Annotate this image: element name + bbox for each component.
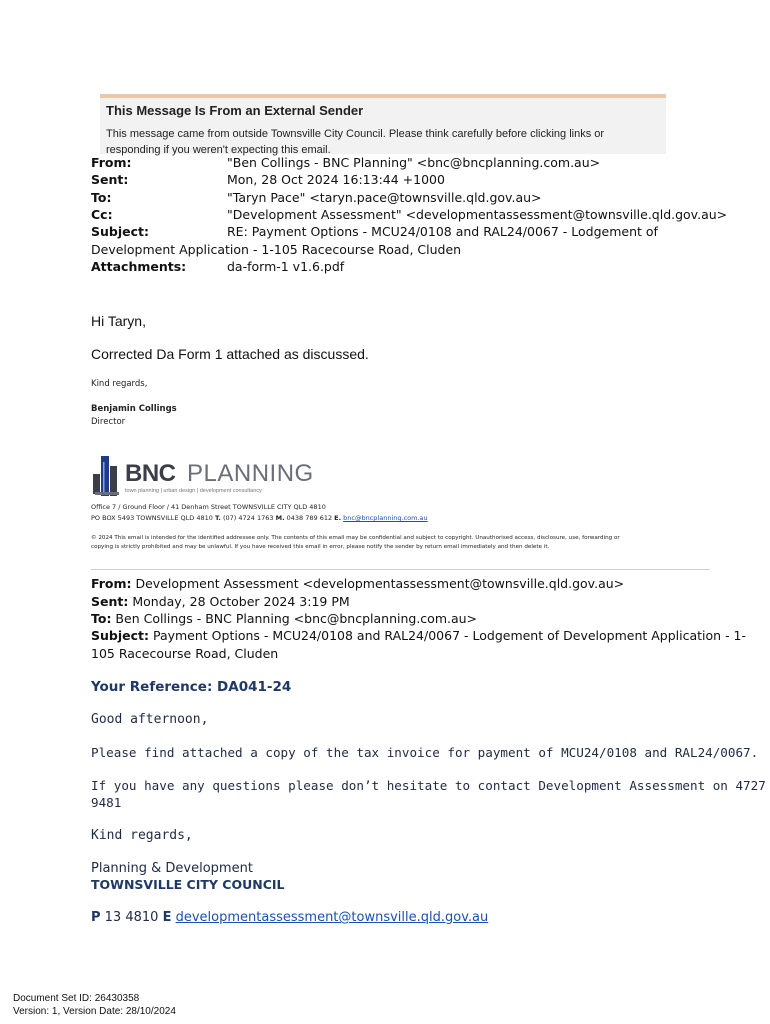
bnc-email-link[interactable]: bnc@bncplanning.com.au (343, 514, 428, 522)
fwd-from-label: From: (91, 576, 132, 591)
bnc-planning-logo (91, 452, 314, 500)
fwd-subject-label: Subject: (91, 628, 149, 643)
version-info: Version: 1, Version Date: 28/10/2024 (13, 1006, 176, 1017)
fwd-from (91, 576, 624, 591)
council-phone: 13 4810 (100, 910, 163, 925)
reply-greeting: Hi Taryn, (91, 313, 146, 329)
reply-signoff: Kind regards, (91, 379, 148, 389)
fwd-to-label: To: (91, 611, 112, 626)
sender-title: Director (91, 417, 126, 427)
from-value: "Ben Collings - BNC Planning" <bnc@bncplanning.com.au> (227, 155, 601, 170)
fwd-from-value: Development Assessment <developmentassessment@townsville.qld.gov.au> (131, 576, 625, 591)
subject-value: RE: Payment Options - MCU24/0108 and RAL24/0067 - Lodgement of (227, 224, 658, 239)
fwd-sent-label: Sent: (91, 594, 129, 609)
to-label: To: (91, 190, 112, 205)
council-para-2-line-1: If you have any questions please don’t hesitate to contact Development Assessment on 4727 (91, 778, 766, 793)
council-para-2-line-2: 9481 (91, 795, 122, 810)
banner-line-1: This message came from outside Townsville City Council. Please think carefully before clicking links or (106, 128, 605, 140)
council-dept: Planning & Development (91, 861, 253, 876)
subject-continuation: Development Application - 1-105 Racecourse Road, Cluden (91, 242, 462, 257)
cc-label: Cc: (91, 207, 113, 222)
council-email-link[interactable]: developmentassessment@townsville.qld.gov.au (175, 910, 489, 925)
sent-value: Mon, 28 Oct 2024 16:13:44 +1000 (227, 172, 445, 187)
phone-number: (07) 4724 1763 (220, 514, 276, 522)
to-value: "Taryn Pace" <taryn.pace@townsville.qld.gov.au> (227, 190, 542, 205)
phone-label: T. (214, 514, 221, 522)
contact-line (91, 514, 428, 522)
council-contact (91, 910, 488, 925)
fwd-subject (91, 628, 746, 643)
banner-title: This Message Is From an External Sender (106, 103, 364, 118)
council-org: TOWNSVILLE CITY COUNCIL (91, 877, 285, 892)
fwd-sent-value: Monday, 28 October 2024 3:19 PM (128, 594, 350, 609)
cc-value: "Development Assessment" <developmentassessment@townsville.qld.gov.au> (227, 207, 728, 222)
council-greeting: Good afternoon, (91, 712, 209, 727)
document-set-id: Document Set ID: 26430358 (13, 993, 140, 1004)
reply-body: Corrected Da Form 1 attached as discussed. (91, 346, 369, 362)
mobile-number: 0438 789 612 (284, 514, 335, 522)
council-phone-label: P (91, 910, 101, 925)
fwd-to (91, 611, 477, 626)
mobile-label: M. (275, 514, 285, 522)
fwd-sent (91, 594, 350, 609)
council-signoff: Kind regards, (91, 828, 193, 843)
divider (91, 569, 710, 570)
logo-tagline: town planning | urban design | development consultancy (125, 488, 262, 494)
fwd-subject-value: Payment Options - MCU24/0108 and RAL24/0067 - Lodgement of Development Application - 1- (149, 628, 747, 643)
attachments-label: Attachments: (91, 259, 187, 274)
banner-message (106, 126, 656, 158)
disclaimer-line-2: copying is strictly prohibited and may be unlawful. If you have received this email in error, please notify the sender by return email immediately and then delete it. (91, 544, 550, 550)
attachment-file[interactable]: da-form-1 v1.6.pdf (227, 259, 345, 274)
logo-word-planning: PLANNING (187, 460, 314, 487)
email-label: E. (334, 514, 342, 522)
external-sender-banner (100, 94, 666, 154)
banner-line-2: responding if you weren't expecting this email. (106, 144, 331, 156)
sent-label: Sent: (91, 172, 129, 187)
council-para-1: Please find attached a copy of the tax invoice for payment of MCU24/0108 and RAL24/0067. (91, 745, 759, 760)
po-box: PO BOX 5493 TOWNSVILLE QLD 4810 (91, 514, 215, 522)
logo-word-bnc: BNC (125, 460, 176, 487)
fwd-to-value: Ben Collings - BNC Planning <bnc@bncplanning.com.au> (111, 611, 478, 626)
from-label: From: (91, 155, 132, 170)
subject-label: Subject: (91, 224, 149, 239)
office-address: Office 7 / Ground Floor / 41 Denham Street TOWNSVILLE CITY QLD 4810 (91, 503, 326, 511)
disclaimer-line-1: © 2024 This email is intended for the identified addressee only. The contents of this email may be confidential and subject to copyright. Unauthorised access, disclosure, use, forwarding or (91, 535, 620, 541)
fwd-subject-continuation: 105 Racecourse Road, Cluden (91, 646, 279, 661)
building-icon (91, 452, 121, 500)
council-email-label: E (162, 910, 172, 925)
your-reference: Your Reference: DA041-24 (91, 679, 292, 695)
sender-name: Benjamin Collings (91, 404, 177, 414)
